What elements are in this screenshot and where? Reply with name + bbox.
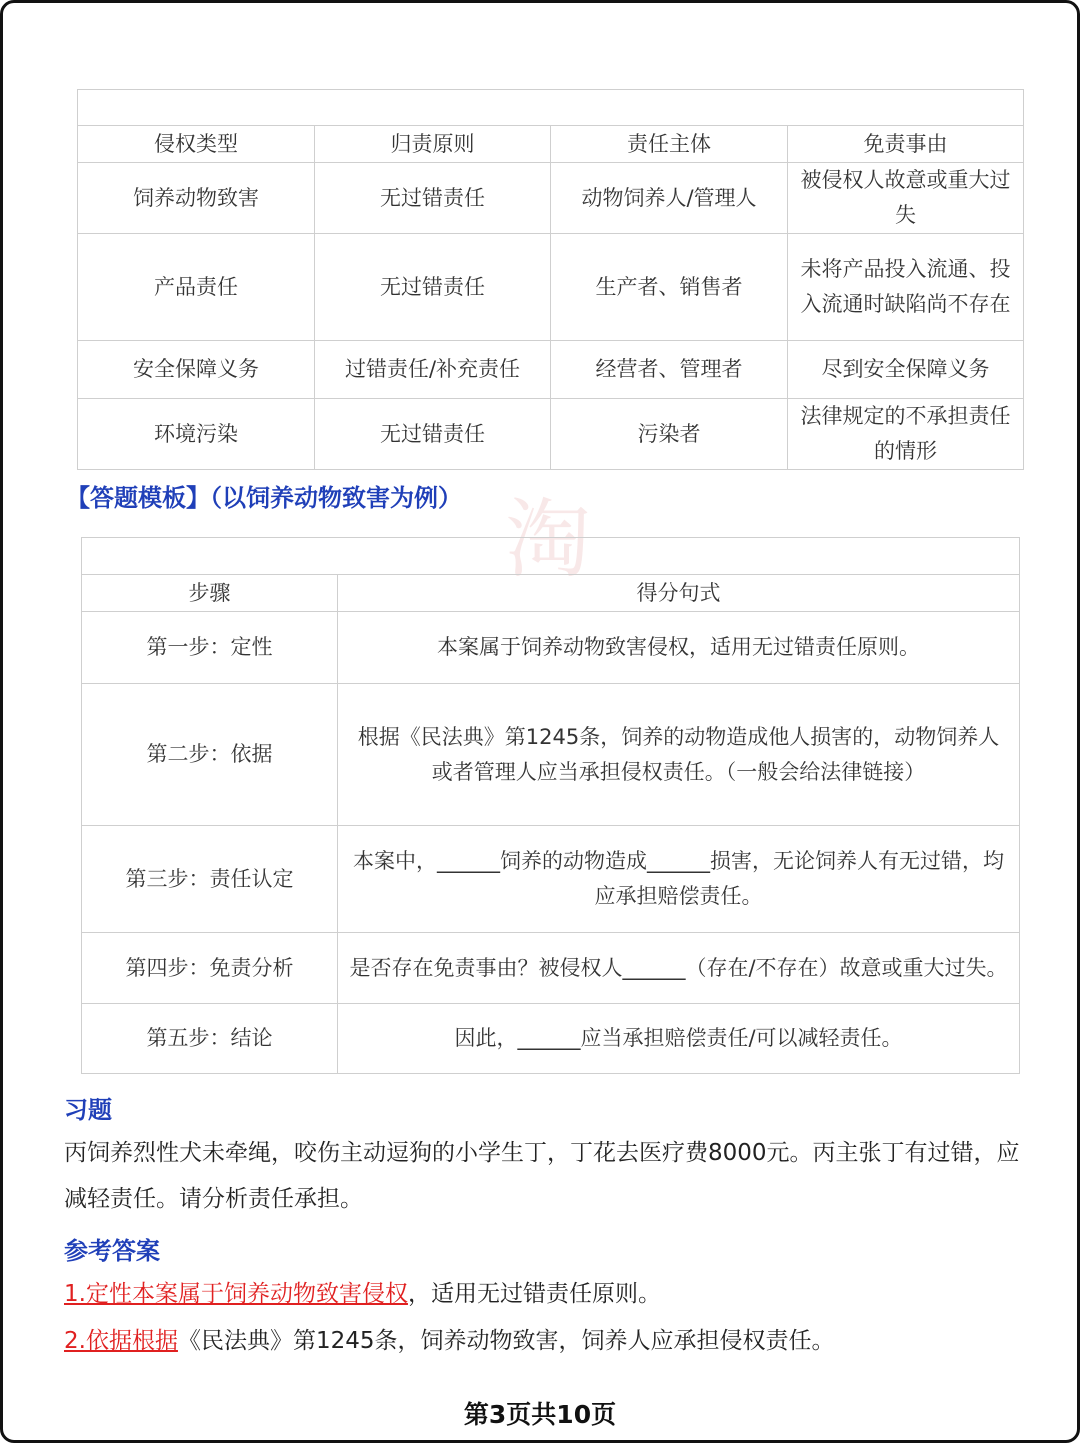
step-sentence: 根据《民法典》第1245条，饲养的动物造成他人损害的，动物饲养人或者管理人应当承担侵权责任。（一般会给法律链接） (338, 684, 1020, 826)
column-header: 步骤 (82, 575, 338, 612)
table-blank-row (78, 90, 1024, 126)
step-sentence: 本案中，______饲养的动物造成______损害，无论饲养人有无过错，均应承担赔偿责任。 (338, 826, 1020, 933)
table-header-row (82, 575, 1020, 612)
table-cell: 生产者、销售者 (551, 234, 788, 341)
answer-heading: 参考答案 (64, 1237, 160, 1265)
answer-2-text: 《民法典》第1245条，饲养动物致害，饲养人应承担侵权责任。 (177, 1328, 835, 1354)
step-label: 第五步：结论 (82, 1004, 338, 1074)
step-label: 第三步：责任认定 (82, 826, 338, 933)
table-cell: 无过错责任 (315, 234, 551, 341)
table-cell: 饲养动物致害 (78, 163, 315, 234)
column-header: 责任主体 (551, 126, 788, 163)
table-row (82, 612, 1020, 684)
table-cell: 动物饲养人/管理人 (551, 163, 788, 234)
table-cell: 被侵权人故意或重大过失 (788, 163, 1024, 234)
step-label: 第二步：依据 (82, 684, 338, 826)
table-cell: 无过错责任 (315, 399, 551, 470)
step-label: 第一步：定性 (82, 612, 338, 684)
table-cell: 污染者 (551, 399, 788, 470)
table-cell: 环境污染 (78, 399, 315, 470)
step-label: 第四步：免责分析 (82, 933, 338, 1004)
answer-template-heading: 【答题模板】（以饲养动物致害为例） (66, 484, 462, 512)
tort-types-table (77, 89, 1024, 470)
table-row (82, 826, 1020, 933)
exercise-heading: 习题 (64, 1096, 112, 1124)
table-cell: 过错责任/补充责任 (315, 341, 551, 399)
table-blank-row (82, 538, 1020, 575)
table-row (78, 399, 1024, 470)
answer-line-1 (64, 1271, 1039, 1317)
table-row (78, 163, 1024, 234)
column-header: 归责原则 (315, 126, 551, 163)
column-header: 得分句式 (338, 575, 1020, 612)
table-row (82, 933, 1020, 1004)
table-row (82, 684, 1020, 826)
answer-template-table (81, 537, 1020, 1074)
table-row (78, 341, 1024, 399)
step-sentence: 是否存在免责事由？被侵权人______（存在/不存在）故意或重大过失。 (338, 933, 1020, 1004)
exercise-text: 丙饲养烈性犬未牵绳，咬伤主动逗狗的小学生丁，丁花去医疗费8000元。丙主张丁有过错，应减轻责任。请分析责任承担。 (64, 1140, 1020, 1212)
table-cell: 经营者、管理者 (551, 341, 788, 399)
table-cell: 尽到安全保障义务 (788, 341, 1024, 399)
answer-line-2 (64, 1318, 1039, 1364)
table-cell: 无过错责任 (315, 163, 551, 234)
step-sentence: 因此，______应当承担赔偿责任/可以减轻责任。 (338, 1004, 1020, 1074)
table-row (82, 1004, 1020, 1074)
column-header: 侵权类型 (78, 126, 315, 163)
table-cell: 产品责任 (78, 234, 315, 341)
table-cell: 安全保障义务 (78, 341, 315, 399)
column-header: 免责事由 (788, 126, 1024, 163)
table-row (78, 234, 1024, 341)
watermark: 淘 (505, 490, 591, 590)
answer-1-text: ，适用无过错责任原则。 (407, 1281, 661, 1307)
answer-1-link[interactable]: 1.定性本案属于饲养动物致害侵权 (64, 1281, 408, 1307)
table-cell: 未将产品投入流通、投入流通时缺陷尚不存在 (788, 234, 1024, 341)
table-cell: 法律规定的不承担责任的情形 (788, 399, 1024, 470)
answer-2-link[interactable]: 2.依据根据 (64, 1328, 178, 1354)
table-header-row (78, 126, 1024, 163)
page-number: 第3页共10页 (463, 1400, 617, 1429)
step-sentence: 本案属于饲养动物致害侵权，适用无过错责任原则。 (338, 612, 1020, 684)
